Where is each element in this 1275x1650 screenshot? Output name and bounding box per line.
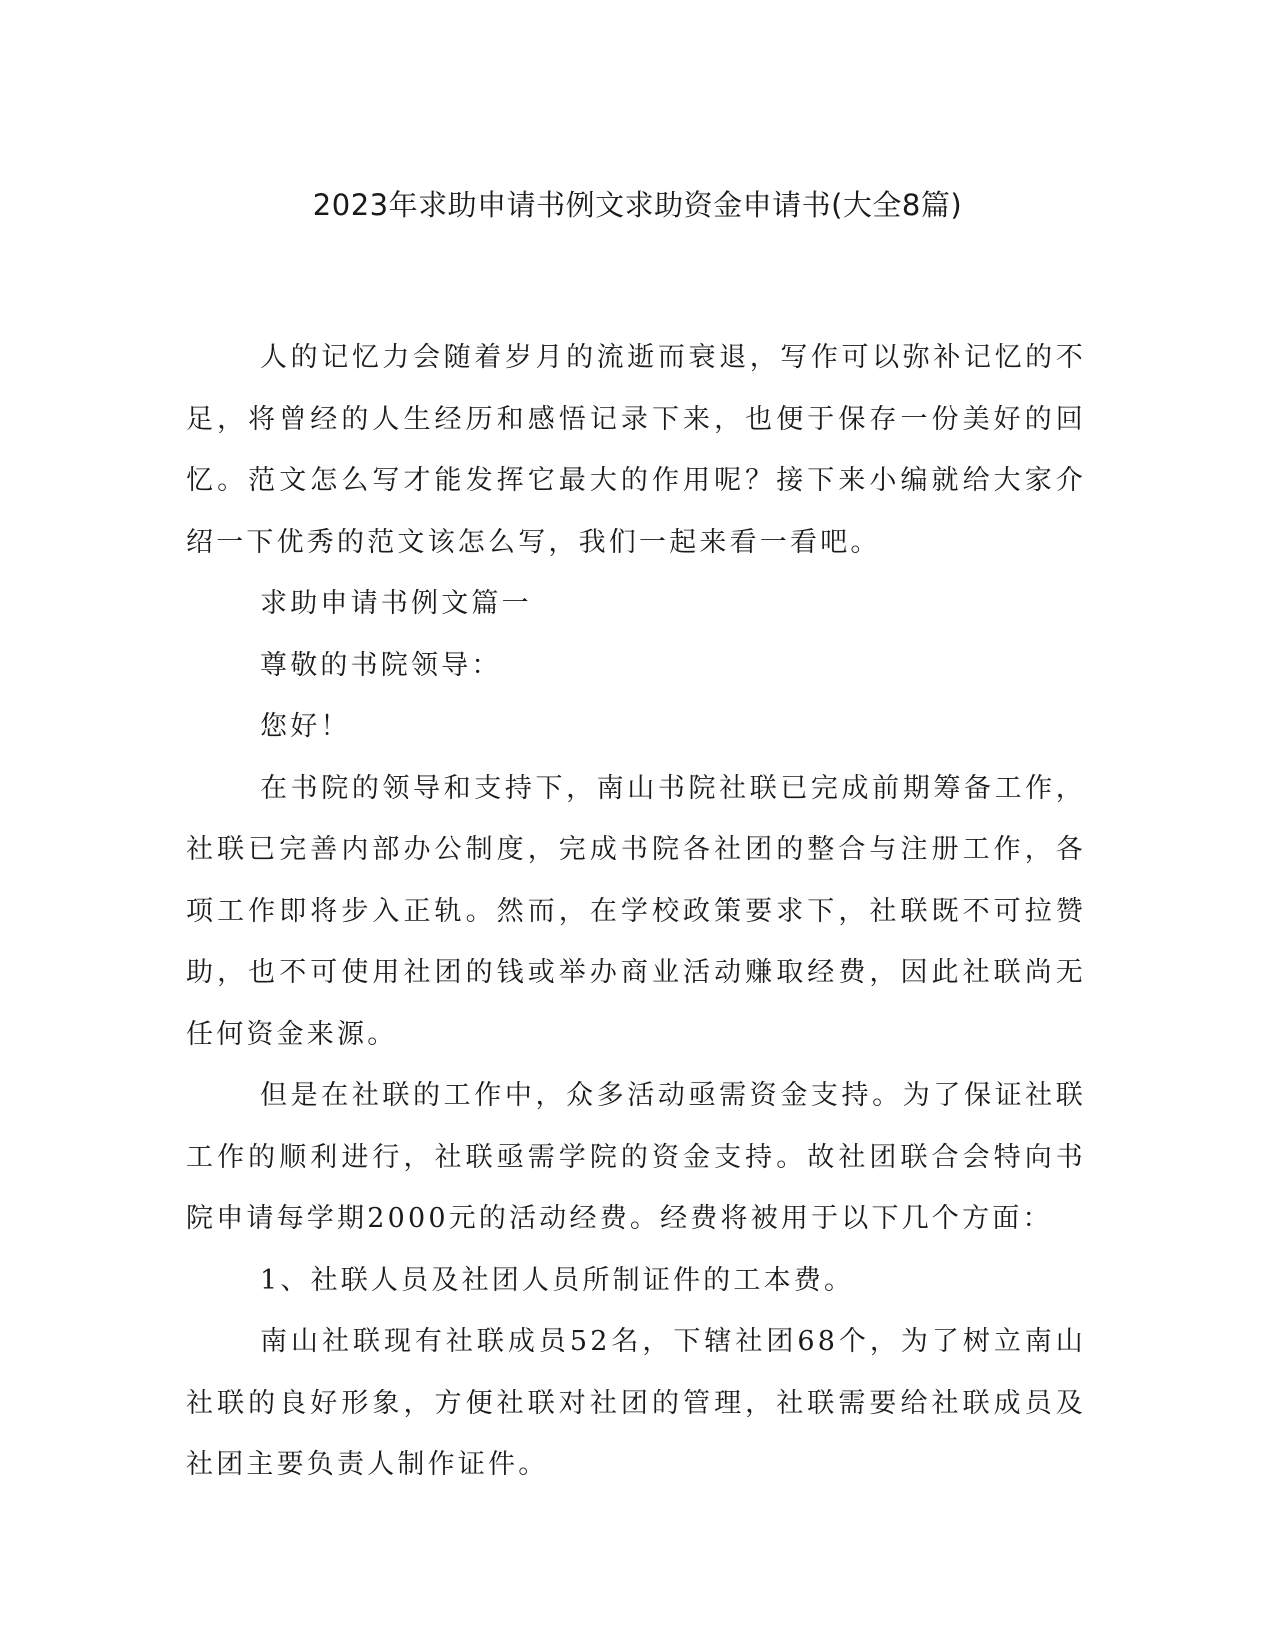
document-title: 2023年求助申请书例文求助资金申请书(大全8篇) [312, 188, 963, 222]
body-paragraph-request: 但是在社联的工作中，众多活动亟需资金支持。为了保证社联工作的顺利进行，社联亟需学院的资金支持。故社团联合会特向书院申请每学期2000元的活动经费。经费将被用于以下几个方面： [186, 1080, 1086, 1234]
body-paragraph-members: 南山社联现有社联成员52名，下辖社团68个，为了树立南山社联的良好形象，方便社联对社团的管理，社联需要给社联成员及社团主要负责人制作证件。 [186, 1326, 1086, 1480]
body-paragraph-background: 在书院的领导和支持下，南山书院社联已完成前期筹备工作，社联已完善内部办公制度，完成书院各社团的整合与注册工作，各项工作即将步入正轨。然而，在学校政策要求下，社联既不可拉赞助，也不可使用社团的钱或举办商业活动赚取经费，因此社联尚无任何资金来源。 [186, 772, 1086, 1050]
intro-paragraph: 人的记忆力会随着岁月的流逝而衰退，写作可以弥补记忆的不足，将曾经的人生经历和感悟记录下来，也便于保存一份美好的回忆。范文怎么写才能发挥它最大的作用呢？接下来小编就给大家介绍一下优秀的范文该怎么写，我们一起来看一看吧。 [186, 342, 1086, 558]
section-heading: 求助申请书例文篇一 [260, 588, 532, 619]
greeting: 您好！ [260, 711, 351, 742]
list-item-1: 1、社联人员及社团人员所制证件的工本费。 [260, 1264, 855, 1296]
salutation: 尊敬的书院领导： [260, 649, 502, 681]
document-body [186, 327, 1086, 1496]
